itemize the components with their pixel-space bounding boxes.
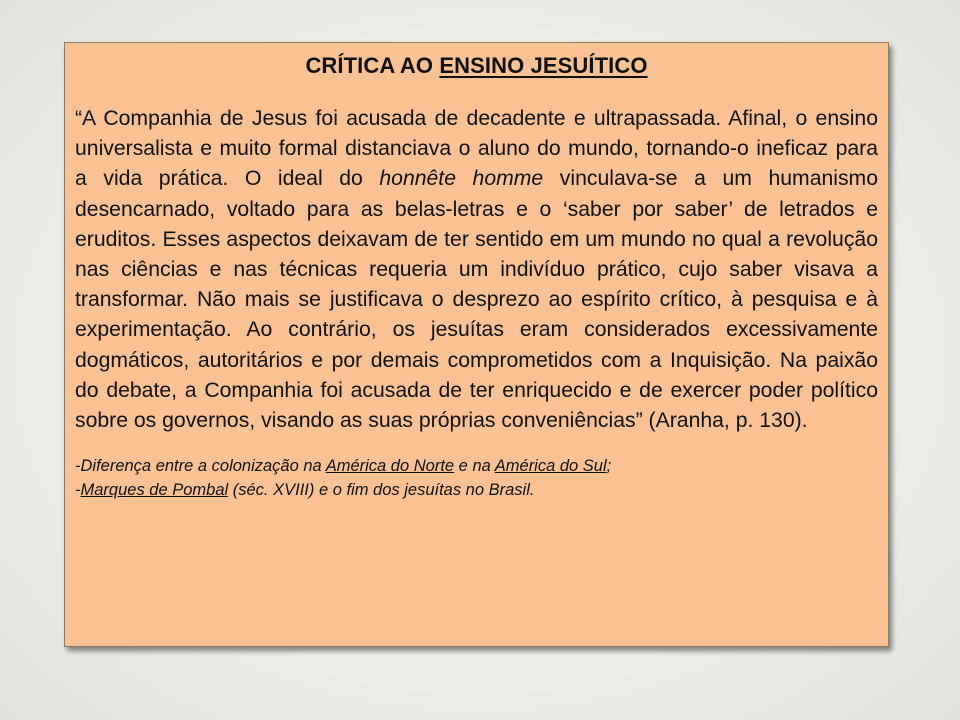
title-underlined: ENSINO JESUÍTICO	[439, 53, 648, 78]
note-text: -	[75, 481, 81, 500]
quote-paragraph	[75, 104, 878, 436]
note-text: ;	[606, 457, 612, 476]
slide-title	[75, 51, 878, 81]
note-text: e na	[454, 457, 495, 476]
notes-list	[75, 454, 878, 502]
note-link-america-norte: América do Norte	[325, 457, 455, 476]
quote-part-2: vinculava-se a um humanismo desencarnado, voltado para as belas-letras e o ‘saber por saber’ de letrados e eruditos. Esses aspectos deixavam de ter sentido em um mundo no qual a revolução nas ciências e nas técnicas requeria um indivíduo prático, cujo saber visava a transformar. Não mais se justificava o desprezo ao espírito crítico, à pesquisa e à experimentação. Ao contrário, os jesuítas eram considerados excessivamente dogmáticos, autoritários e por demais comprometidos com a Inquisição. Na paixão do debate, a Companhia foi acusada de ter enriquecido e de exercer poder político sobre os governos, visando as suas próprias conveniências” (Aranha, p. 130).	[75, 167, 878, 433]
note-text: -Diferença entre a colonização na	[75, 457, 326, 476]
quote-part-1: “A Companhia de Jesus foi acusada de decadente e ultrapassada. Afinal, o ensino universalista e muito formal distanciava o aluno do mundo, tornando-o ineficaz para a vida prática. O ideal do	[75, 107, 878, 191]
note-text: (séc. XVIII) e o fim dos jesuítas no Brasil.	[228, 481, 535, 500]
note-item-colonization	[75, 454, 878, 478]
note-link-marques-pombal: Marques de Pombal	[80, 481, 229, 500]
note-item-pombal	[75, 478, 878, 502]
quote-italic-term: honnête homme	[379, 167, 544, 191]
note-link-america-sul: América do Sul	[494, 457, 607, 476]
title-prefix: CRÍTICA AO	[305, 53, 440, 78]
content-box	[64, 42, 889, 647]
